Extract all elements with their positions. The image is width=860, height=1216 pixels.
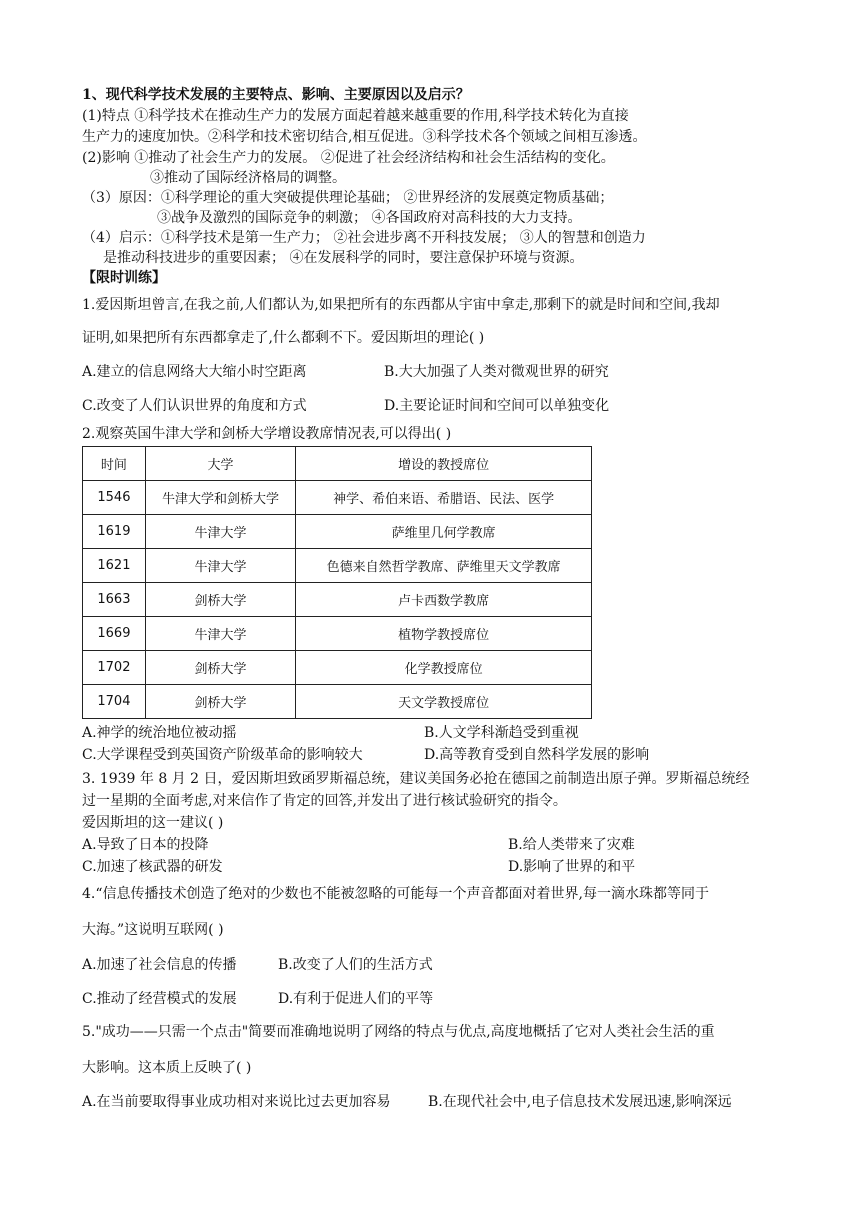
table-row [83, 685, 592, 719]
table-cell-chairs: 天文学教授席位 [296, 685, 592, 719]
table-cell-year: 1663 [83, 583, 146, 617]
q1-option-d: D.主要论证时间和空间可以单独变化 [384, 398, 610, 414]
table-row [83, 515, 592, 549]
table-cell-university: 牛津大学 [145, 549, 295, 583]
q1-option-c: C.改变了人们认识世界的角度和方式 [82, 398, 307, 414]
q3-stem-line-2: 过一星期的全面考虑,对来信作了肯定的回答,并发出了进行核试验研究的指令。 [82, 793, 567, 809]
impact-line-2: ③推动了国际经济格局的调整。 [150, 170, 346, 186]
reasons-line-1: （3）原因：①科学理论的重大突破提供理论基础； ②世界经济的发展奠定物质基础； [82, 190, 614, 206]
features-line-1: (1)特点 ①科学技术在推动生产力的发展方面起着越来越重要的作用,科学技术转化为直接 [82, 108, 629, 124]
q1-stem-line-1: 1.爱因斯坦曾言,在我之前,人们都认为,如果把所有的东西都从宇宙中拿走,那剩下的就是时间和空间,我却 [82, 297, 720, 313]
q3-stem-line-3: 爱因斯坦的这一建议( ) [82, 815, 224, 831]
q5-option-b: B.在现代社会中,电子信息技术发展迅速,影响深远 [428, 1094, 732, 1110]
q5-option-a: A.在当前要取得事业成功相对来说比过去更加容易 [82, 1094, 391, 1110]
q2-option-a: A.神学的统治地位被动摇 [82, 725, 237, 741]
table-cell-year: 1621 [83, 549, 146, 583]
table-row [83, 481, 592, 515]
q4-stem-line-1: 4.“信息传播技术创造了绝对的少数也不能被忽略的可能每一个声音都面对着世界,每一滴水珠都等同于 [82, 886, 709, 902]
q4-option-b: B.改变了人们的生活方式 [278, 957, 433, 973]
table-cell-year: 1702 [83, 651, 146, 685]
q2-stem: 2.观察英国牛津大学和剑桥大学增设教席情况表,可以得出( ) [82, 426, 452, 442]
q4-option-a: A.加速了社会信息的传播 [82, 957, 237, 973]
table-cell-chairs: 萨维里几何学教席 [296, 515, 592, 549]
q1-option-b: B.大大加强了人类对微观世界的研究 [384, 364, 609, 380]
features-line-2: 生产力的速度加快。②科学和技术密切结合,相互促进。③科学技术各个领域之间相互渗透。 [82, 129, 647, 145]
table-cell-university: 牛津大学 [145, 617, 295, 651]
q3-option-a: A.导致了日本的投降 [82, 837, 209, 853]
q2-option-b: B.人文学科渐趋受到重视 [424, 725, 579, 741]
table-row [83, 583, 592, 617]
q2-option-c: C.大学课程受到英国资产阶级革命的影响较大 [82, 747, 363, 763]
q1-option-a: A.建立的信息网络大大缩小时空距离 [82, 364, 307, 380]
table-cell-chairs: 色德来自然哲学教席、萨维里天文学教席 [296, 549, 592, 583]
q3-option-b: B.给人类带来了灾难 [508, 837, 635, 853]
table-cell-year: 1704 [83, 685, 146, 719]
table-cell-chairs: 神学、希伯来语、希腊语、民法、医学 [296, 481, 592, 515]
table-row [83, 549, 592, 583]
insights-line-2: 是推动科技进步的重要因素； ④在发展科学的同时，要注意保护环境与资源。 [103, 250, 584, 266]
table-row [83, 651, 592, 685]
professorship-table [82, 446, 592, 719]
table-cell-year: 1619 [83, 515, 146, 549]
q3-option-c: C.加速了核武器的研发 [82, 859, 223, 875]
table-cell-university: 剑桥大学 [145, 583, 295, 617]
table-cell-year: 1669 [83, 617, 146, 651]
reasons-line-2: ③战争及激烈的国际竞争的刺激； ④各国政府对高科技的大力支持。 [157, 210, 582, 226]
table-cell-chairs: 化学教授席位 [296, 651, 592, 685]
q4-option-c: C.推动了经营模式的发展 [82, 991, 237, 1007]
q3-option-d: D.影响了世界的和平 [508, 859, 636, 875]
q1-stem-line-2: 证明,如果把所有东西都拿走了,什么都剩不下。爱因斯坦的理论( ) [82, 330, 485, 346]
table-row [83, 617, 592, 651]
q4-stem-line-2: 大海。”这说明互联网( ) [82, 922, 224, 938]
table-cell-chairs: 植物学教授席位 [296, 617, 592, 651]
impact-line-1: (2)影响 ①推动了社会生产力的发展。 ②促进了社会经济结构和社会生活结构的变化。 [82, 150, 615, 166]
table-header-cell: 时间 [83, 447, 146, 481]
table-cell-university: 牛津大学和剑桥大学 [145, 481, 295, 515]
table-cell-chairs: 卢卡西数学教席 [296, 583, 592, 617]
table-cell-university: 剑桥大学 [145, 651, 295, 685]
q3-stem-line-1: 3. 1939 年 8 月 2 日，爱因斯坦致函罗斯福总统，建议美国务必抢在德国之前制造出原子弹。罗斯福总统经 [82, 771, 750, 787]
table-header-cell: 增设的教授席位 [296, 447, 592, 481]
q2-option-d: D.高等教育受到自然科学发展的影响 [424, 747, 650, 763]
q4-option-d: D.有利于促进人们的平等 [278, 991, 434, 1007]
q5-stem-line-1: 5."成功——只需一个点击"简要而准确地说明了网络的特点与优点,高度地概括了它对人类社会生活的重 [82, 1024, 715, 1040]
table-header-row [83, 447, 592, 481]
table-cell-university: 剑桥大学 [145, 685, 295, 719]
q5-stem-line-2: 大影响。这本质上反映了( ) [82, 1060, 252, 1076]
table-header-cell: 大学 [145, 447, 295, 481]
table-cell-university: 牛津大学 [145, 515, 295, 549]
training-title: 【限时训练】 [82, 270, 166, 286]
section-heading: 1、现代科学技术发展的主要特点、影响、主要原因以及启示？ [82, 87, 470, 103]
table-cell-year: 1546 [83, 481, 146, 515]
insights-line-1: （4）启示：①科学技术是第一生产力； ②社会进步离不开科技发展； ③人的智慧和创造力 [82, 230, 646, 246]
